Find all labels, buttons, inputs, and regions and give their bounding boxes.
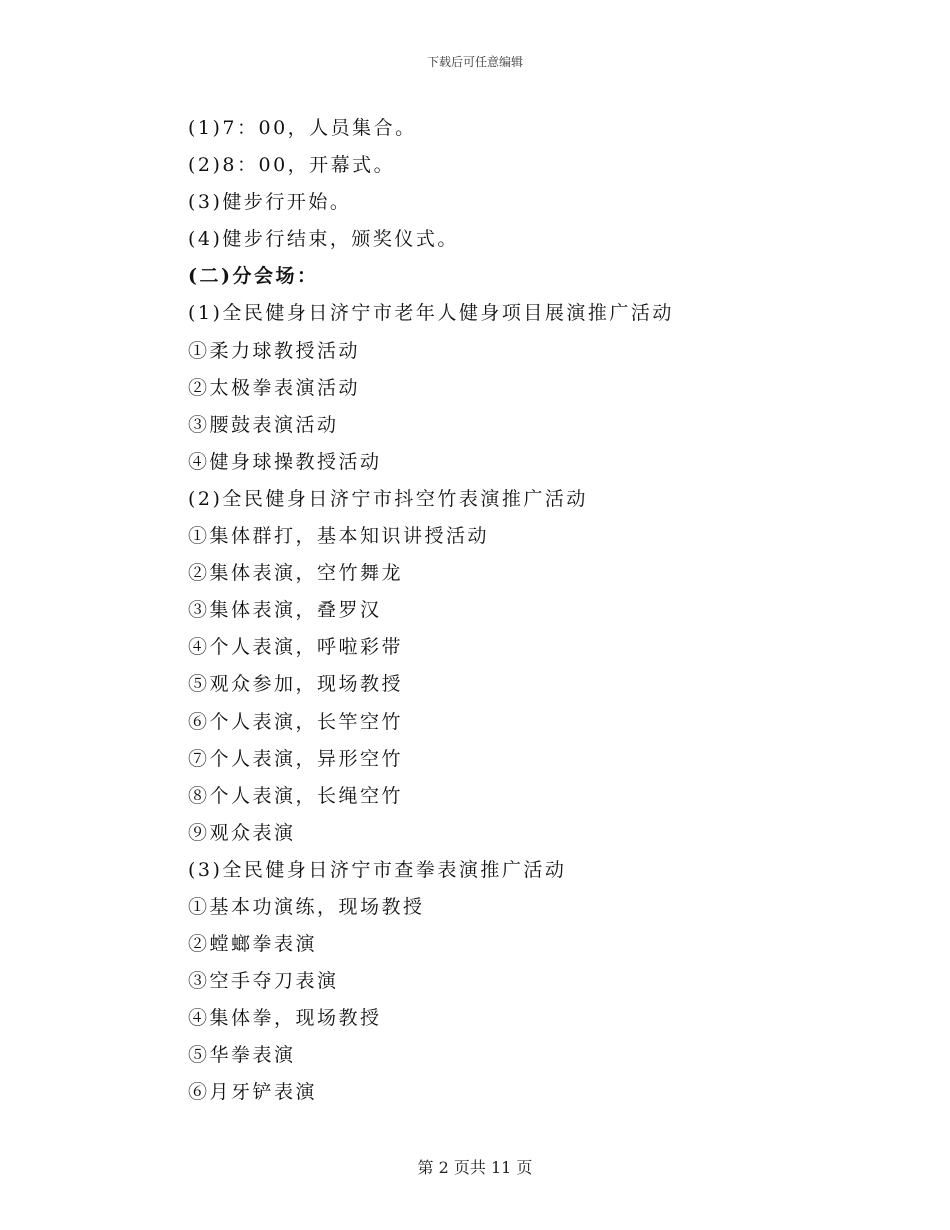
document-body (188, 110, 888, 1112)
text-line: (3)健步行开始。 (188, 191, 352, 214)
text-line: ⑨观众表演 (188, 821, 296, 844)
text-line: (4)健步行结束，颁奖仪式。 (188, 228, 459, 251)
text-line: (2)8：00，开幕式。 (188, 154, 396, 177)
text-line: ④个人表演，呼啦彩带 (188, 636, 404, 659)
page-footer: 第 2 页共 11 页 (417, 1158, 533, 1177)
text-line: ⑥个人表演，长竿空竹 (188, 710, 404, 733)
text-line: ⑦个人表演，异形空竹 (188, 747, 404, 770)
text-line: ②集体表演，空竹舞龙 (188, 562, 404, 585)
text-line: ②螳螂拳表演 (188, 933, 318, 956)
text-line: ⑤华拳表演 (188, 1044, 296, 1067)
text-line: ⑤观众参加，现场教授 (188, 673, 404, 696)
text-line: ④集体拳，现场教授 (188, 1007, 382, 1030)
text-line: ③空手夺刀表演 (188, 970, 339, 993)
page-header: 下载后可任意编辑 (426, 55, 523, 69)
text-line: (3)全民健身日济宁市查拳表演推广活动 (188, 858, 567, 881)
text-line: ②太极拳表演活动 (188, 376, 361, 399)
text-line: (2)全民健身日济宁市抖空竹表演推广活动 (188, 487, 588, 510)
text-line: ⑧个人表演，长绳空竹 (188, 784, 404, 807)
text-line: (1)7：00，人员集合。 (188, 117, 417, 139)
text-line: (1)全民健身日济宁市老年人健身项目展演推广活动 (188, 302, 674, 325)
section-heading: (二)分会场： (188, 265, 319, 288)
text-line: ③腰鼓表演活动 (188, 413, 339, 436)
text-line: ③集体表演，叠罗汉 (188, 599, 382, 622)
text-line: ①基本功演练，现场教授 (188, 895, 425, 918)
text-line: ⑥月牙铲表演 (188, 1081, 318, 1104)
text-line: ④健身球操教授活动 (188, 450, 382, 473)
text-line: ①柔力球教授活动 (188, 339, 361, 362)
text-line: ①集体群打，基本知识讲授活动 (188, 525, 490, 548)
